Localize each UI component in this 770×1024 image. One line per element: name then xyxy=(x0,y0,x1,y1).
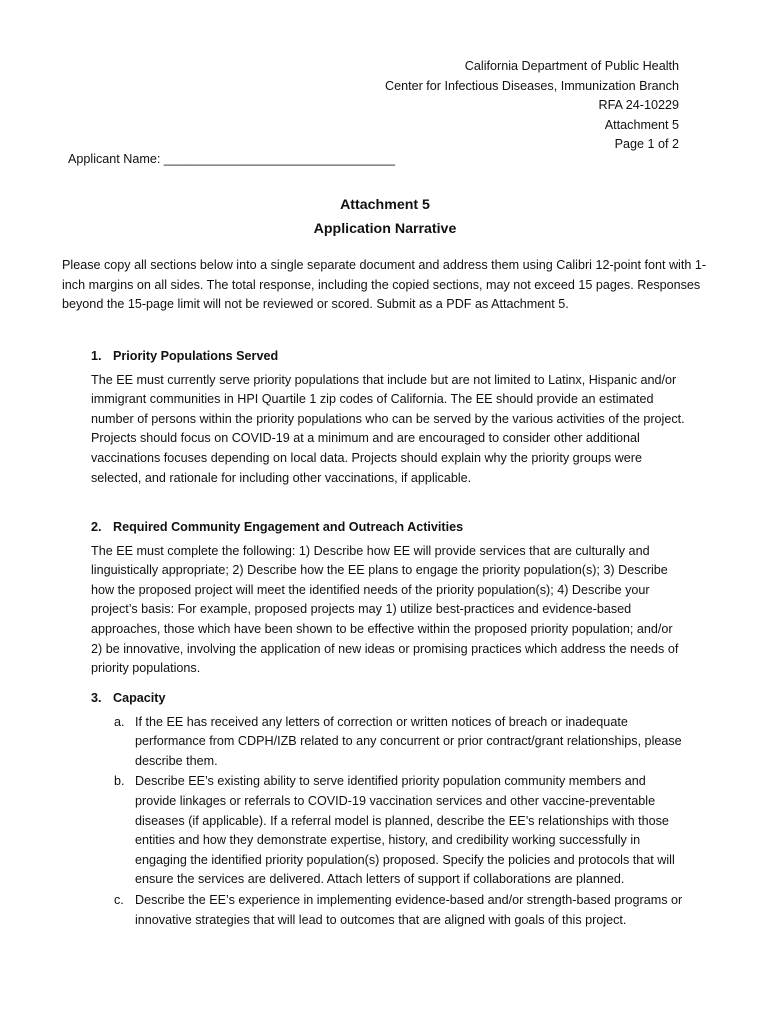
section-body: The EE must currently serve priority populations that include but are not limited to Latinx, Hispanic and/or immigrant communities in HPI Quartile 1 zip codes of California. The EE should provide an estimated number of persons within the priority populations who can be served by the various activities of the project. Projects should focus on COVID-19 at a minimum and are encouraged to consider other additional vaccinations focuses depending on local data. Projects should explain why the priority groups were selected, and rationale for including other vaccinations, if applicable. xyxy=(91,372,685,485)
intro-paragraph: Please copy all sections below into a single separate document and address them using Calibri 12-point font with 1-inch margins on all sides. The total response, including the copied sections, may not exceed 15 pages. Responses beyond the 15-page limit will not be reviewed or scored. Submit as a PDF as Attachment 5. xyxy=(62,258,707,312)
section-community-engagement xyxy=(91,518,687,679)
list-item-letter: c. xyxy=(114,892,124,907)
list-item xyxy=(91,713,687,772)
section-number: 2. xyxy=(91,520,102,534)
header-department: California Department of Public Health xyxy=(464,59,679,73)
section-number: 3. xyxy=(91,691,102,705)
capacity-list xyxy=(91,713,687,931)
section-capacity xyxy=(91,689,687,931)
section-heading xyxy=(91,347,687,367)
list-item-letter: b. xyxy=(114,774,125,789)
section-heading xyxy=(91,689,687,709)
section-title: Priority Populations Served xyxy=(113,349,279,363)
section-title: Required Community Engagement and Outreach Activities xyxy=(113,520,464,534)
header-page-number: Page 1 of 2 xyxy=(614,137,679,152)
section-number: 1. xyxy=(91,349,102,363)
list-item-text: Describe the EE’s experience in implementing evidence-based and/or strength-based programs or innovative strategies that will lead to outcomes that are aligned with goals of this project. xyxy=(135,892,683,927)
header-attachment: Attachment 5 xyxy=(604,117,679,132)
title-attachment: Attachment 5 xyxy=(340,197,430,213)
header-rfa-number: RFA 24-10229 xyxy=(598,98,679,113)
list-item-text: Describe EE’s existing ability to serve identified priority population community members and provide linkages or referrals to COVID-19 vaccination services and other vaccine-preventable diseases (if applicable). If a referral model is planned, describe the EE’s relationships with those entities and how they demonstrate expertise, history, and credibility working successfully in engaging the identified priority population(s) proposed. Specify the policies and protocols that will ensure the services are delivered. Attach letters of support if collaborations are planned. xyxy=(135,774,675,887)
section-title: Capacity xyxy=(113,691,166,705)
header-center: Center for Infectious Diseases, Immunization Branch xyxy=(385,78,679,93)
document-header xyxy=(385,57,679,155)
list-item xyxy=(91,772,687,890)
applicant-name-line: Applicant Name: _________________________________ xyxy=(68,152,396,166)
list-item xyxy=(91,891,687,930)
list-item-text: If the EE has received any letters of correction or written notices of breach or inadequate performance from CDPH/IZB related to any concurrent or prior contract/grant relationships, please describe them. xyxy=(135,714,682,768)
title-narrative: Application Narrative xyxy=(313,221,457,237)
section-priority-populations xyxy=(91,347,687,488)
list-item-letter: a. xyxy=(114,714,125,729)
section-heading xyxy=(91,518,687,538)
section-body: The EE must complete the following: 1) Describe how EE will provide services that are culturally and linguistically appropriate; 2) Describe how the EE plans to engage the priority population(s); 3) Describe how the proposed project will meet the identified needs of the priority population(s); 4) Describe your project’s basis: For example, proposed projects may 1) utilize best-practices and evidence-based approaches, those which have been shown to be effective within the proposed priority population; and/or 2) be innovative, involving the application of new ideas or promising practices which address the needs of priority populations. xyxy=(91,543,679,676)
document-title xyxy=(0,193,770,241)
